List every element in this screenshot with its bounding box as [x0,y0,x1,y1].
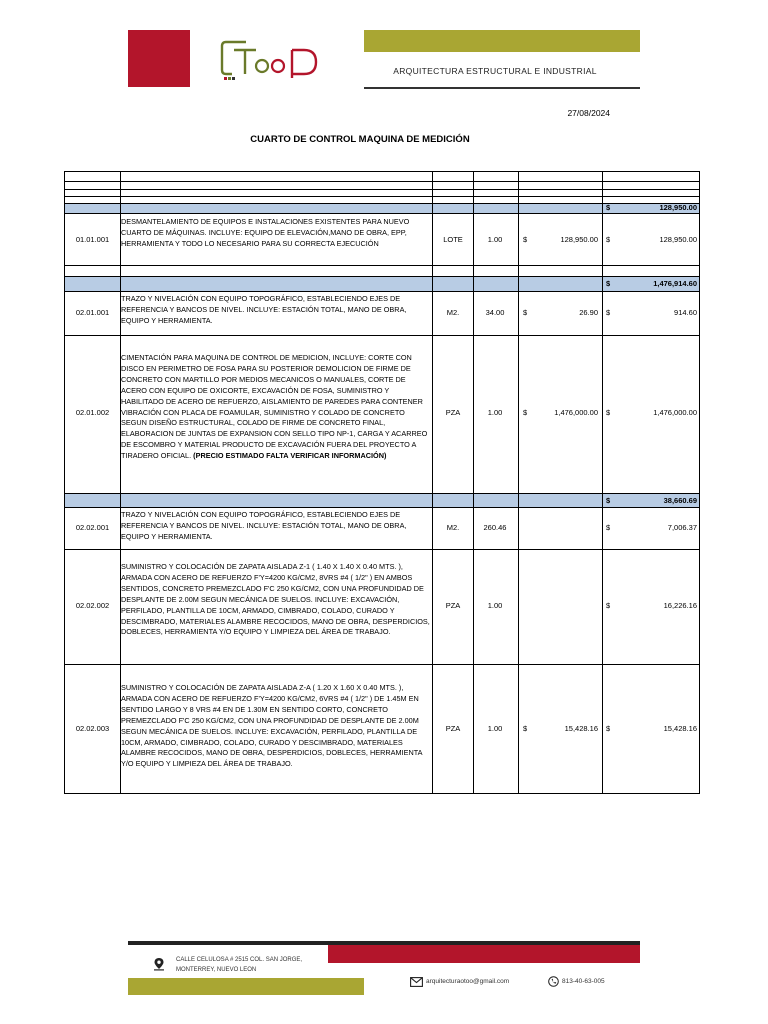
item-unit: PZA [445,601,461,610]
estimate-warning: (PRECIO ESTIMADO FALTA VERIFICAR INFORMACIÓN) [193,451,387,461]
item-quantity: 260.46 [483,523,507,532]
footer-address: CALLE CELULOSA # 2515 COL. SAN JORGE, MONTERREY, NUEVO LEON [176,957,303,973]
item-total: 914.60 [674,308,697,317]
currency-symbol: $ [523,408,528,417]
item-quantity: 34.00 [485,308,505,317]
currency-symbol: $ [606,496,611,505]
item-description: SUMINISTRO Y COLOCACIÓN DE ZAPATA AISLADA Z-A ( 1.20 X 1.60 X 0.40 MTS. ), ARMADA CON ACERO DE REFUERZO F'Y=4200 KG/CM2, 6VRS #4 ( 1/2" ) DE 1.45M EN SENTIDO LARGO Y 8 VRS #4 EN DE 1.30M EN SENTIDO CORTO, CONCRETO PREMEZCLADO F'C 250 KG/CM2, CON UNA PROFUNDIDAD DE DESPLANTE DE 2.00M SEGUN MECÁNICA DE SUELOS. INCLUYE: EXCAVACIÓN, PERFILADO, PLANTILLA DE 10CM, ARMADO, CIMBRADO, COLADO, CURADO Y DESCIMBRADO, MATERIALES ALAMBRE RECOCIDOS, MANO DE OBRA, DESPERDICIOS, DOBLECES, HERRAMIENTA Y/O EQUIPO Y LIMPIEZA DEL ÁREA DE TRABAJO. [121,683,423,769]
location-pin-icon [153,957,165,971]
currency-symbol: $ [606,523,611,532]
item-unit: LOTE [443,235,463,244]
item-total: 16,226.16 [663,601,697,610]
item-quantity: 1.00 [487,724,503,733]
item-description: CIMENTACIÓN PARA MAQUINA DE CONTROL DE MEDICION, INCLUYE: CORTE CON DISCO EN PERIMETRO DE FOSA PARA SU POSTERIOR DEMOLICION DE FIRME DE CONCRETO CON MARTILLO POR MEDIOS MECANICOS O MANUALES, CORTE DE ACERO CON EQUIPO DE OXICORTE, EXCAVACIÓN DE FOSA, SUMINISTRO Y HABILITADO DE ACERO DE REFUERZO, AISLAMIENTO DE PAREDES PARA CONTENER VIBRACIÓN CON PLACA DE FOAMULAR, SUMINISTRO Y COLADO DE CONCRETO SEGUN DISEÑO ESTRUCTURAL, COLADO DE FIRME DE CONCRETO FINAL, ELABORACION DE JUNTAS DE EXPANSION CON SELLO TIPO NP-1, CARGA Y ACARREO DE ESCOMBRO Y MATERIAL PRODUCTO DE EXCAVACIÓN FUERA DEL PROYECTO A TIRADERO OFICIAL. (PRECIO ESTIMADO FALTA VERIFICAR INFORMACIÓN) [121,353,428,461]
header-underline [364,87,640,89]
currency-symbol: $ [606,235,611,244]
item-total: 15,428.16 [663,724,697,733]
envelope-icon [410,977,423,987]
item-description: DESMANTELAMIENTO DE EQUIPOS E INSTALACIONES EXISTENTES PARA NUEVO CUARTO DE MÁQUINAS. INCLUYE: EQUIPO DE ELEVACIÓN,MANO DE OBRA, EPP, HERRAMIENTA Y TODO LO NECESARIO PARA SU CORRECTA EJECUCIÓN [121,217,410,248]
item-unit: M2. [446,308,460,317]
footer-phone[interactable]: 813-40-63-005 [562,978,605,985]
currency-symbol: $ [606,279,611,288]
section-total: 38,660.69 [663,496,697,505]
section-total: 1,476,914.60 [653,279,697,288]
currency-symbol: $ [523,235,528,244]
item-description: SUMINISTRO Y COLOCACIÓN DE ZAPATA AISLADA Z-1 ( 1.40 X 1.40 X 0.40 MTS. ), ARMADA CON ACERO DE REFUERZO F'Y=4200 KG/CM2, 8VRS #4 ( 1/2" ) EN AMBOS SENTIDOS, CONCRETO PREMEZCLADO F'C 250 KG/CM2, CON UNA PROFUNDIDAD DE DESPLANTE DE 2.00M SEGUN MECÁNICA DE SUELOS. INCLUYE: EXCAVACIÓN, PERFILADO, PLANTILLA DE 10CM, ARMADO, CIMBRADO, COLADO, CURADO Y DESCIMBRADO, MATERIALES ALAMBRE RECOCIDOS, MANO DE OBRA, DESPERDICIOS, DOBLECES, HERRAMIENTA Y/O EQUIPO Y LIMPIEZA DEL ÁREA DE TRABAJO. [121,562,430,637]
currency-symbol: $ [606,308,611,317]
item-quantity: 1.00 [487,235,503,244]
currency-symbol: $ [523,308,528,317]
item-quantity: 1.00 [487,408,503,417]
item-code: 02.01.002 [75,408,110,417]
item-code: 02.02.002 [75,601,110,610]
item-code: 02.02.003 [75,724,110,733]
item-unit-price: 26.90 [579,308,598,317]
company-tagline: ARQUITECTURA ESTRUCTURAL E INDUSTRIAL [393,66,597,76]
footer-olive-bar [128,978,364,995]
item-description: TRAZO Y NIVELACIÓN CON EQUIPO TOPOGRÁFICO, ESTABLECIENDO EJES DE REFERENCIA Y BANCOS DE NIVEL. INCLUYE: ESTACIÓN TOTAL, MANO DE OBRA, EQUIPO Y HERRAMIENTA. [121,510,407,541]
item-total: 1,476,000.00 [653,408,697,417]
document-title: CUARTO DE CONTROL MAQUINA DE MEDICIÓN [250,134,470,145]
currency-symbol: $ [606,408,611,417]
item-code: 01.01.001 [75,235,110,244]
item-unit-price: 15,428.16 [564,724,598,733]
item-code: 02.02.001 [75,523,110,532]
company-logo [218,36,322,82]
currency-symbol: $ [523,724,528,733]
currency-symbol: $ [606,203,611,212]
item-total: 7,006.37 [667,523,697,532]
currency-symbol: $ [606,724,611,733]
item-unit: PZA [445,724,461,733]
item-unit-price: 1,476,000.00 [554,408,598,417]
item-quantity: 1.00 [487,601,503,610]
item-code: 02.01.001 [75,308,110,317]
header-olive-bar [364,30,640,52]
document-date: 27/08/2024 [567,108,610,118]
item-unit-price: 128,950.00 [560,235,598,244]
item-total: 128,950.00 [659,235,697,244]
section-total: 128,950.00 [659,203,697,212]
item-unit: PZA [445,408,461,417]
footer-red-bar [328,945,640,963]
item-unit: M2. [446,523,460,532]
item-description: TRAZO Y NIVELACIÓN CON EQUIPO TOPOGRÁFICO, ESTABLECIENDO EJES DE REFERENCIA Y BANCOS DE NIVEL. INCLUYE: ESTACIÓN TOTAL, MANO DE OBRA, EQUIPO Y HERRAMIENTA. [121,294,407,325]
currency-symbol: $ [606,601,611,610]
phone-icon [548,976,559,987]
footer-email[interactable]: arquitecturaotoo@gmail.com [426,978,510,985]
